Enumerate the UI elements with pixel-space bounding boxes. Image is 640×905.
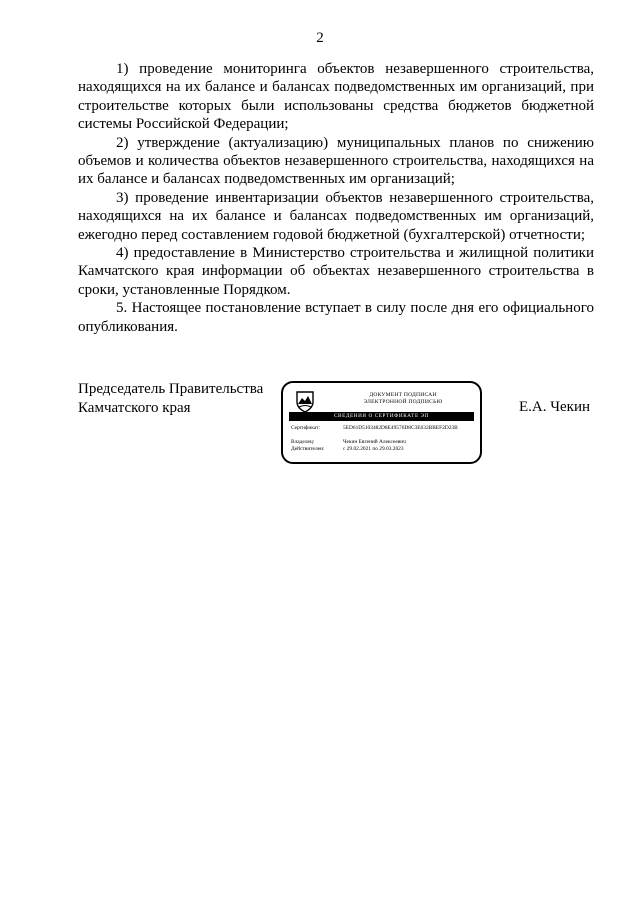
signer-name: Е.А. Чекин xyxy=(519,399,590,415)
signer-title xyxy=(78,380,263,417)
paragraph-clause-5: 5. Настоящее постановление вступает в силу после дня его официального опубликования. xyxy=(78,300,594,335)
stamp-header-line-1: ДОКУМЕНТ ПОДПИСАН xyxy=(369,392,437,398)
stamp-owner-value: Чекин Евгений Алексеевич xyxy=(343,439,406,445)
stamp-owner-label: Владелец: xyxy=(291,439,315,445)
signer-title-line-1: Председатель Правительства xyxy=(78,381,264,397)
stamp-certificate-label: Сертификат: xyxy=(291,425,320,431)
signer-title-line-2: Камчатского края xyxy=(78,399,191,416)
stamp-header-line-2: ЭЛЕКТРОННОЙ ПОДПИСЬЮ xyxy=(363,399,443,405)
paragraph-item-3: 3) проведение инвентаризации объектов незавершенного строительства, находящихся на их балансе и балансах подведомственных им организаций, ежегодно перед составлением годовой бюджетной (бухгалтерской) отчетности; xyxy=(78,189,594,243)
stamp-certificate-value: 5ED61D5103482D8E49576D8C3E632BBEF2D23B xyxy=(343,425,458,431)
stamp-valid-label: Действителен: xyxy=(291,446,325,452)
stamp-header xyxy=(343,392,463,406)
coat-of-arms-icon xyxy=(293,389,317,413)
paragraph-item-2: 2) утверждение (актуализацию) муниципальных планов по снижению объемов и количества объектов незавершенного строительства, находящихся на их балансе и балансах подведомственных им организаций; xyxy=(78,134,594,188)
stamp-certificate-bar: СВЕДЕНИЯ О СЕРТИФИКАТЕ ЭП xyxy=(289,412,474,421)
page-number: 2 xyxy=(316,30,324,46)
paragraph-item-1: 1) проведение мониторинга объектов незавершенного строительства, находящихся на их балансе и балансах подведомственных им организаций, при строительстве которых были использованы средства бюджетов бюджетной системы Российской Федерации; xyxy=(78,61,594,133)
document-body xyxy=(78,60,594,336)
electronic-signature-stamp xyxy=(281,381,482,464)
paragraph-item-4: 4) предоставление в Министерство строительства и жилищной политики Камчатского края информации об объектах незавершенного строительства в сроки, установленные Порядком. xyxy=(78,245,594,298)
stamp-valid-value: с 29.02.2021 по 29.03.2023 xyxy=(343,446,404,452)
